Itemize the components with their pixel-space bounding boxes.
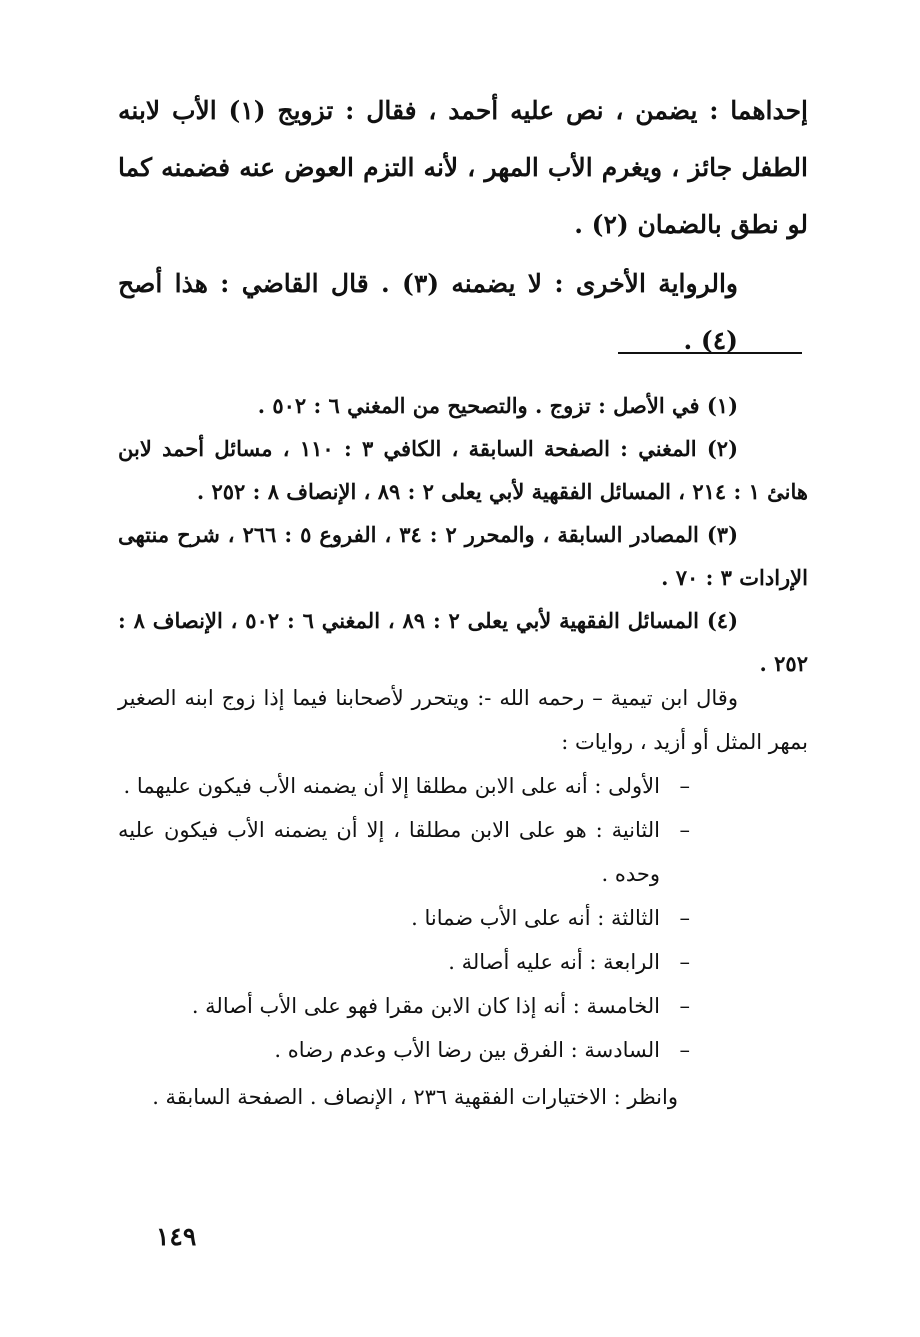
commentary (118, 676, 808, 1120)
list-item (118, 940, 808, 984)
dash-bullet: – (679, 774, 690, 798)
footnote-3: (٣) المصادر السابقة ، والمحرر ٢ : ٣٤ ، الفروع ٥ : ٢٦٦ ، شرح منتهى الإرادات ٣ : ٧٠ . (118, 522, 808, 590)
list-item-text: الثانية : هو على الابن مطلقا ، إلا أن يضمنه الأب فيكون عليه وحده . (118, 818, 660, 886)
main-paragraph-2: والرواية الأخرى : لا يضمنه (٣) . قال القاضي : هذا أصح (٤) . (118, 269, 739, 355)
narrations-list (118, 764, 808, 1072)
footnote-4: (٤) المسائل الفقهية لأبي يعلى ٢ : ٨٩ ، المغني ٦ : ٥٠٢ ، الإنصاف ٨ : ٢٥٢ . (118, 608, 808, 676)
list-item (118, 896, 808, 940)
dash-bullet: – (679, 906, 690, 930)
page-number: ١٤٩ (156, 1222, 197, 1251)
list-item-text: الأولى : أنه على الابن مطلقا إلا أن يضمنه الأب فيكون عليهما . (123, 774, 660, 798)
see-also-note: وانظر : الاختيارات الفقهية ٢٣٦ ، الإنصاف . الصفحة السابقة . (152, 1085, 678, 1109)
dash-bullet: – (679, 950, 690, 974)
footnote-1: (١) في الأصل : تزوج . والتصحيح من المغني ٦ : ٥٠٢ . (257, 393, 738, 418)
dash-bullet: – (679, 1038, 690, 1062)
list-item-text: الرابعة : أنه عليه أصالة . (448, 950, 660, 974)
dash-bullet: – (679, 818, 690, 842)
list-item-text: الخامسة : أنه إذا كان الابن مقرا فهو على الأب أصالة . (191, 994, 660, 1018)
main-paragraph-1: إحداهما : يضمن ، نص عليه أحمد ، فقال : تزويج (١) الأب لابنه الطفل جائز ، ويغرم الأب المهر ، لأنه التزم العوض عنه فضمنه كما لو نطق بالضمان (٢) . (118, 96, 808, 239)
list-item (118, 808, 808, 896)
footnote-divider (618, 352, 802, 354)
list-item (118, 1028, 808, 1072)
list-item (118, 764, 808, 808)
list-item (118, 984, 808, 1028)
dash-bullet: – (679, 994, 690, 1018)
footnotes (118, 384, 808, 685)
commentary-intro: وقال ابن تيمية – رحمه الله -: ويتحرر لأصحابنا فيما إذا زوج ابنه الصغير بمهر المثل أو أزيد ، روايات : (118, 686, 808, 754)
list-item-text: السادسة : الفرق بين رضا الأب وعدم رضاه . (274, 1038, 660, 1062)
main-text (118, 82, 808, 369)
list-item-text: الثالثة : أنه على الأب ضمانا . (411, 906, 660, 930)
footnote-2: (٢) المغني : الصفحة السابقة ، الكافي ٣ : ١١٠ ، مسائل أحمد لابن هانئ ١ : ٢١٤ ، المسائل الفقهية لأبي يعلى ٢ : ٨٩ ، الإنصاف ٨ : ٢٥٢ . (118, 436, 808, 504)
